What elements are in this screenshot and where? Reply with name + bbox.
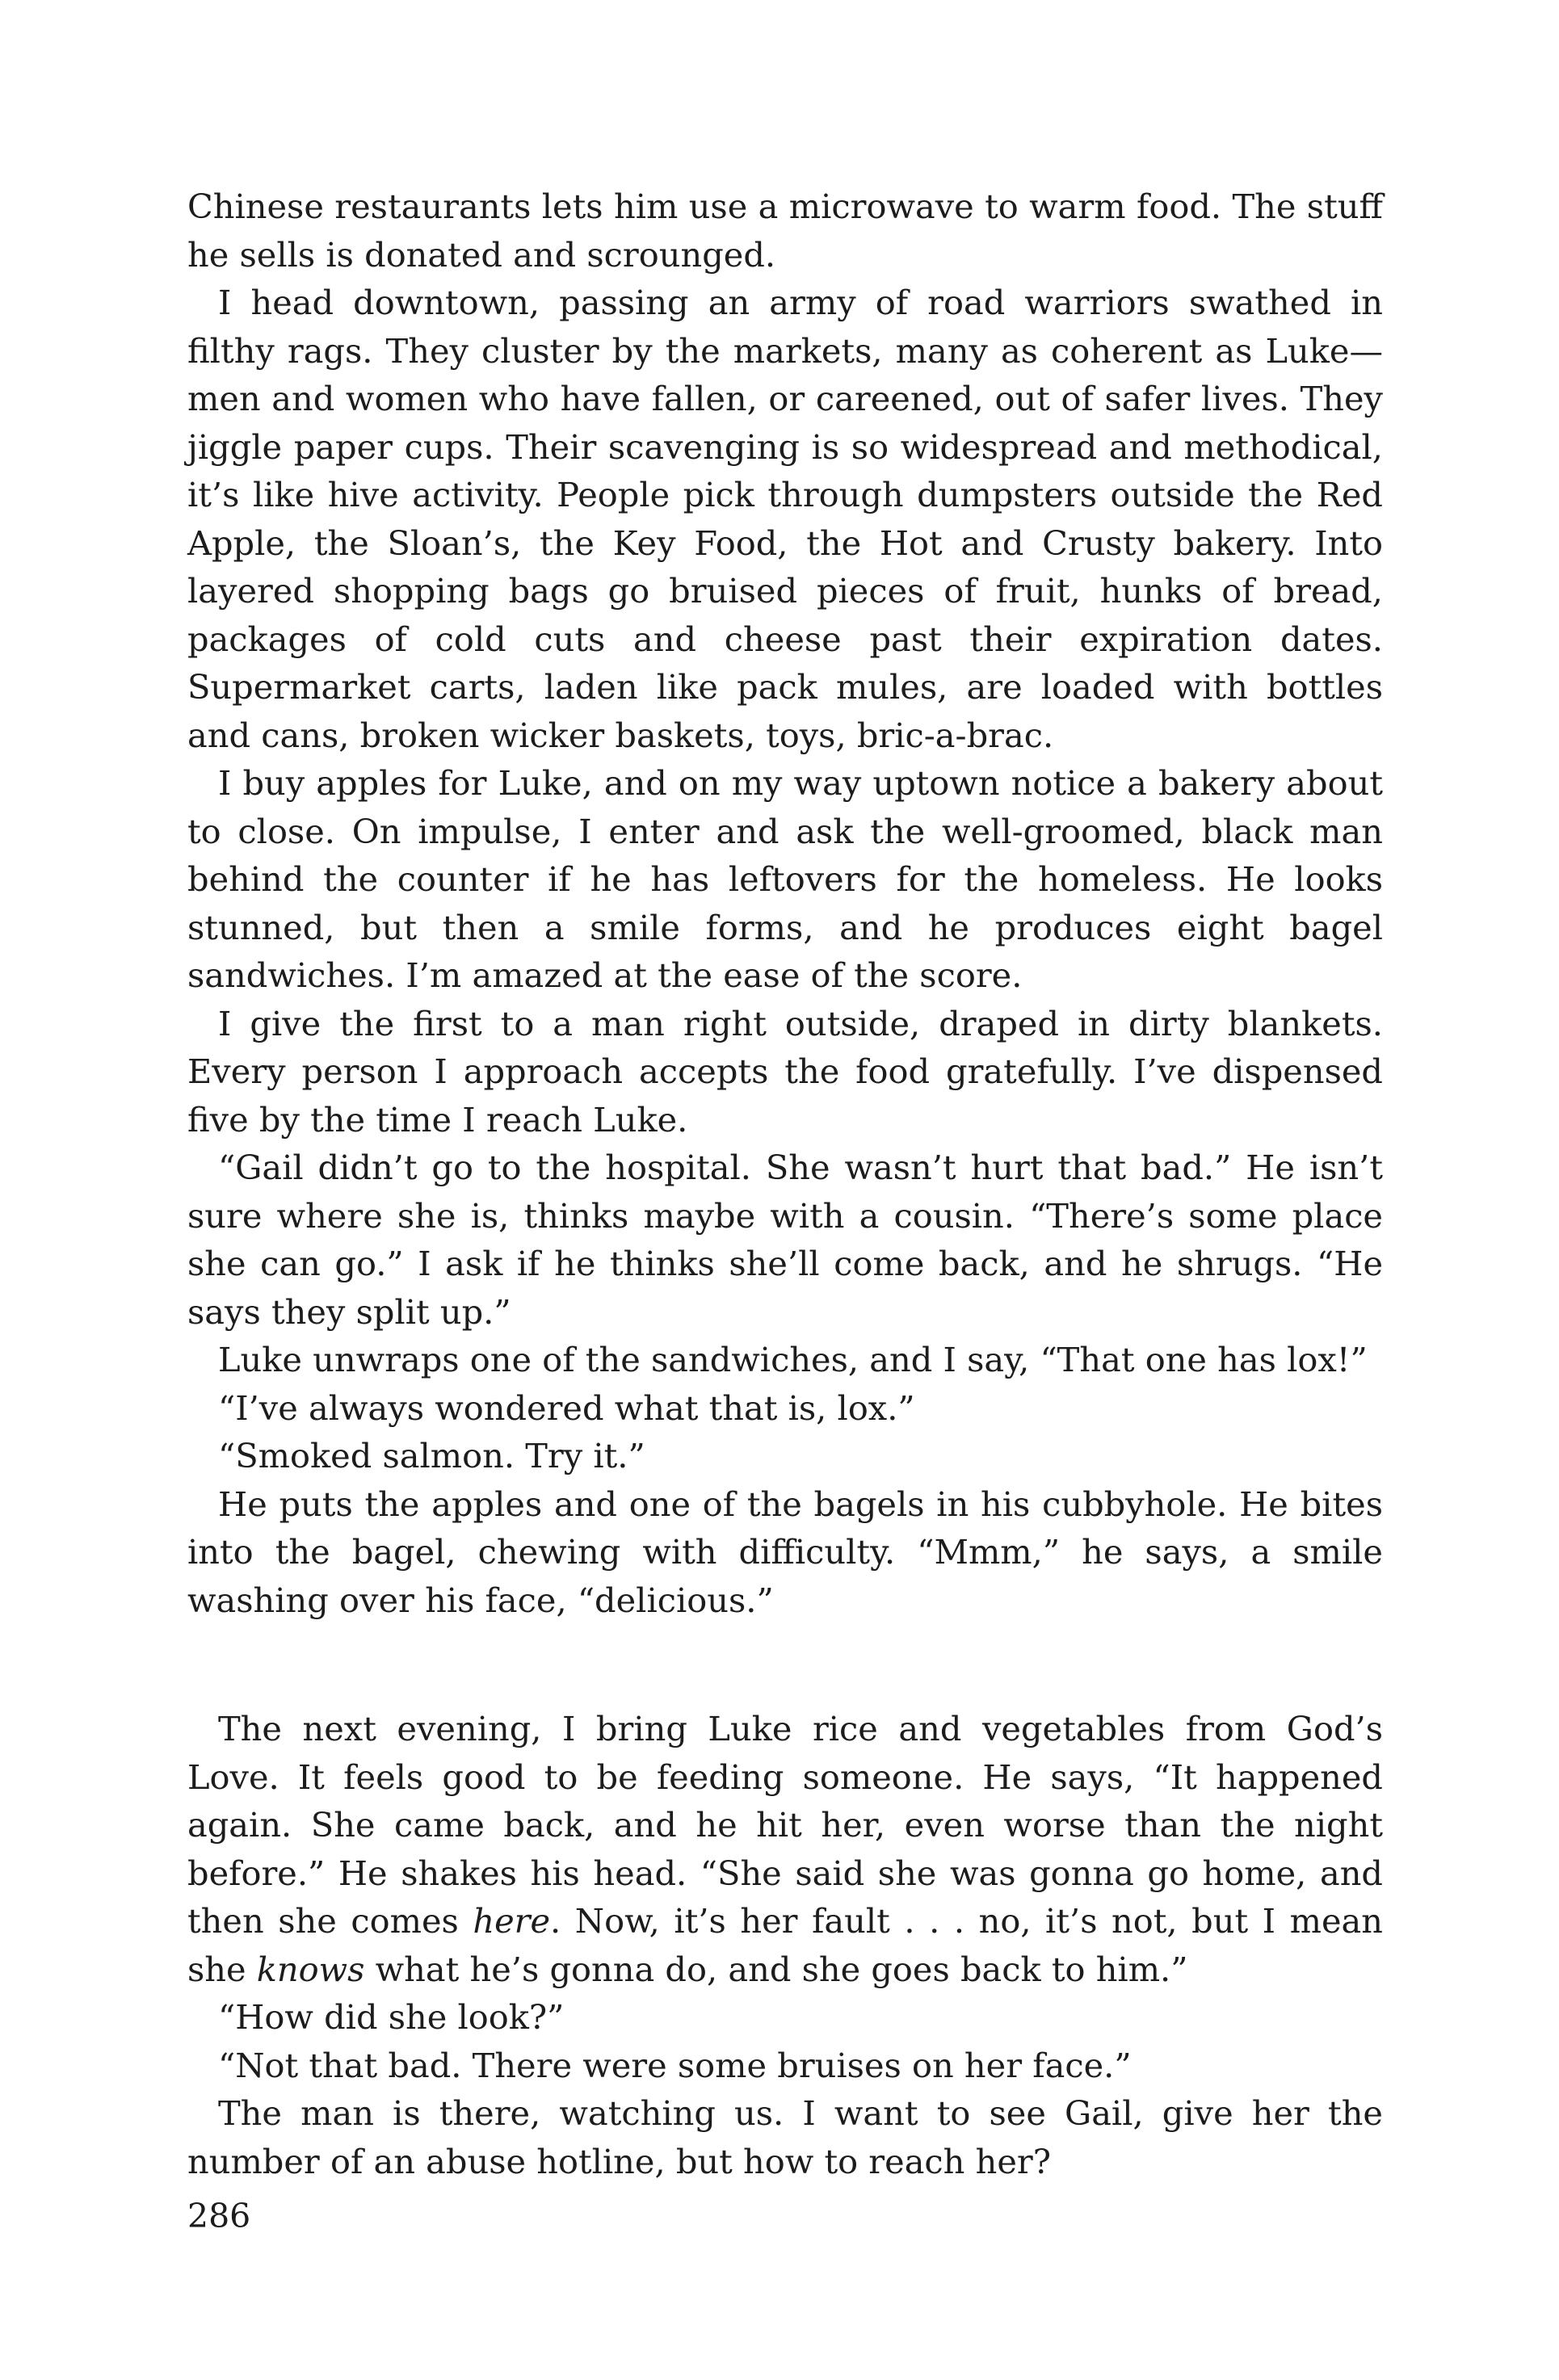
paragraph: I buy apples for Luke, and on my way uptown notice a bakery about to close. On impulse, I enter and ask the well-groomed, black man behind the counter if he has leftovers for the homeless. He looks stunned, but then a smile forms, and he produces eight bagel sandwiches. I’m amazed at the ease of the score. [187, 763, 1383, 995]
text-run: . Now, it’s her fault . . . no, it’s not, but I mean she [187, 1901, 1384, 1989]
paragraph: He puts the apples and one of the bagels in his cubbyhole. He bites into the bagel, chewing with difficulty. “Mmm,” he says, a smile washing over his face, “delicious.” [187, 1484, 1383, 1620]
body-text [187, 183, 1383, 2185]
paragraph: I give the first to a man right outside, draped in dirty blankets. Every person I approach accepts the food gratefully. I’ve dispensed five by the time I reach Luke. [187, 1003, 1383, 1140]
paragraph: “Not that bad. There were some bruises on her face.” [218, 2045, 1132, 2085]
paragraph: “How did she look?” [218, 1997, 565, 2037]
paragraph: The man is there, watching us. I want to see Gail, give her the number of an abuse hotline, but how to reach her? [187, 2093, 1383, 2181]
text-run: The next evening, I bring Luke rice and vegetables from God’s Love. It feels good to be feeding someone. He says, “It happened again. She came back, and he hit her, even worse than the night before.” He shakes his head. “She said she was gonna go home, and then she comes [187, 1709, 1383, 1941]
italic-knows: knows [256, 1949, 365, 1989]
paragraph: “I’ve always wondered what that is, lox.” [218, 1387, 915, 1428]
page-number: 286 [187, 2197, 251, 2235]
paragraph: Luke unwraps one of the sandwiches, and I say, “That one has lox!” [218, 1340, 1368, 1379]
paragraph: “Gail didn’t go to the hospital. She wasn’t hurt that bad.” He isn’t sure where she is, thinks maybe with a cousin. “There’s some place she can go.” I ask if he thinks she’ll come back, and he shrugs. “He says they split up.” [187, 1148, 1383, 1332]
paragraph-continued: Chinese restaurants lets him use a microwave to warm food. The stuff he sells is donated and scrounged. [187, 187, 1383, 275]
paragraph: “Smoked salmon. Try it.” [218, 1436, 645, 1475]
italic-here: here [473, 1901, 551, 1941]
text-run: what he’s gonna do, and she goes back to him.” [364, 1949, 1188, 1989]
paragraph: I head downtown, passing an army of road warriors swathed in filthy rags. They cluster by the markets, many as coherent as Luke—men and women who have fallen, or careened, out of safer lives. They jiggle paper cups. Their scavenging is so widespread and methodical, it’s like hive activity. People pick through dumpsters outside the Red Apple, the Sloan’s, the Key Food, the Hot and Crusty bakery. Into layered shopping bags go bruised pieces of fruit, hunks of bread, packages of cold cuts and cheese past their expiration dates. Supermarket carts, laden like pack mules, are loaded with bottles and cans, broken wicker baskets, toys, bric-a-brac. [187, 283, 1383, 755]
section-break-paragraph [187, 1705, 1383, 1993]
